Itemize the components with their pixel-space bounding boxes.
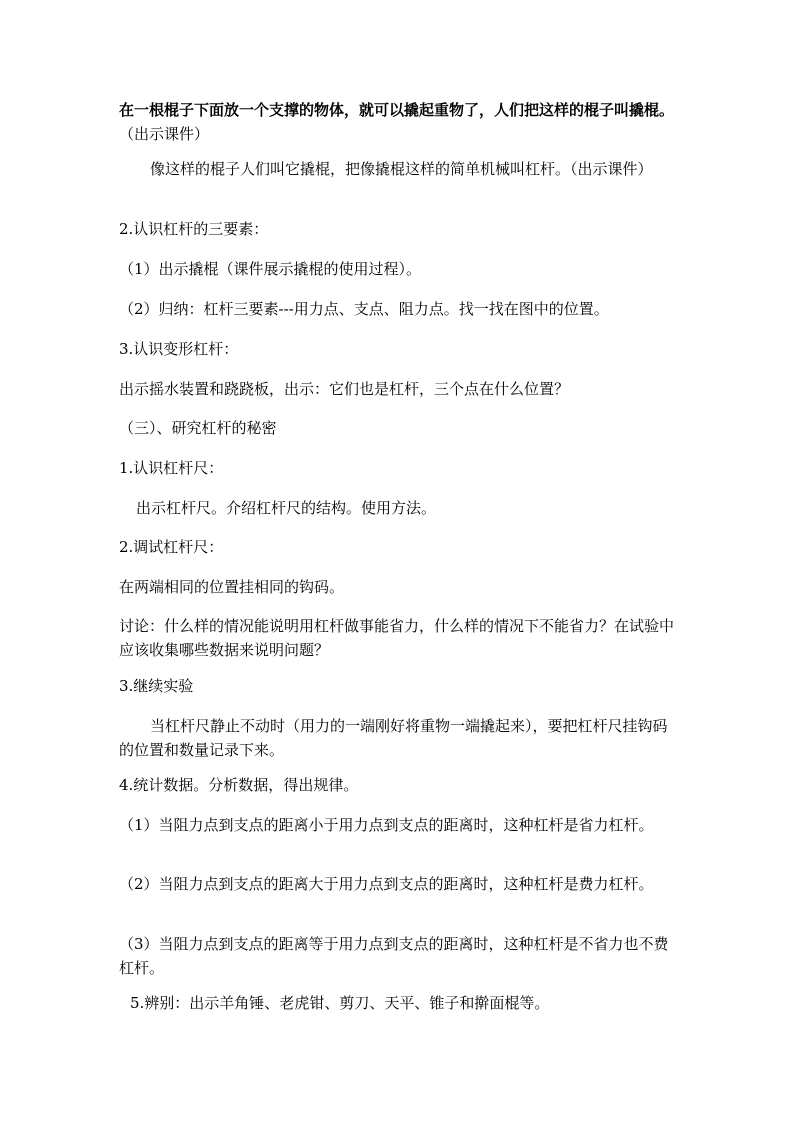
- heading-continue-experiment: 3.继续实验: [119, 677, 194, 695]
- intro-bold-text: 在一根棍子下面放一个支撑的物体，就可以撬起重物了，人们把这样的棍子叫撬棍。: [119, 101, 675, 119]
- heading-adjust-ruler: 2.调试杠杆尺：: [119, 538, 224, 556]
- intro-note: （出示课件）: [119, 125, 210, 143]
- paragraph-discussion: 讨论：什么样的情况能说明用杠杆做事能省力，什么样的情况下不能省力？在试验中应该收集哪些数据来说明问题？: [119, 617, 675, 659]
- paragraph-hang-weights: 在两端相同的位置挂相同的钩码。: [119, 578, 345, 596]
- paragraph-equal-lever: （3）当阻力点到支点的距离等于用力点到支点的距离时，这种杠杆是不省力也不费杠杆。: [119, 935, 669, 977]
- heading-statistics: 4.统计数据。分析数据，得出规律。: [119, 776, 359, 794]
- paragraph-identify-tools: 5.辨别：出示羊角锤、老虎钳、剪刀、天平、锥子和擀面棍等。: [130, 994, 550, 1012]
- heading-deformed-lever: 3.认识变形杠杆：: [119, 340, 239, 358]
- paragraph-show-crowbar: （1）出示撬棍（课件展示撬棍的使用过程）。: [119, 260, 422, 278]
- paragraph-ruler-intro: 出示杠杆尺。介绍杠杆尺的结构。使用方法。: [136, 499, 437, 517]
- paragraph-intro: [119, 98, 679, 146]
- paragraph-record-data: 当杠杆尺静止不动时（用力的一端刚好将重物一端撬起来），要把杠杆尺挂钩码的位置和数量记录下来。: [119, 717, 668, 759]
- heading-lever-secret: （三）、研究杠杆的秘密: [119, 419, 277, 437]
- paragraph-seesaw: 出示摇水装置和跷跷板，出示：它们也是杠杆，三个点在什么位置？: [119, 380, 570, 398]
- paragraph-labor-saving-lever: （1）当阻力点到支点的距离小于用力点到支点的距离时，这种杠杆是省力杠杆。: [119, 816, 654, 834]
- paragraph-lever-definition: 像这样的棍子人们叫它撬棍，把像撬棍这样的简单机械叫杠杆。（出示课件）: [150, 160, 653, 178]
- heading-lever-ruler: 1.认识杠杆尺：: [119, 459, 224, 477]
- paragraph-summarize-elements: （2）归纳：杠杆三要素---用力点、支点、阻力点。找一找在图中的位置。: [119, 300, 609, 318]
- paragraph-labor-costing-lever: （2）当阻力点到支点的距离大于用力点到支点的距离时，这种杠杆是费力杠杆。: [119, 875, 654, 893]
- heading-three-elements: 2.认识杠杆的三要素：: [119, 220, 269, 238]
